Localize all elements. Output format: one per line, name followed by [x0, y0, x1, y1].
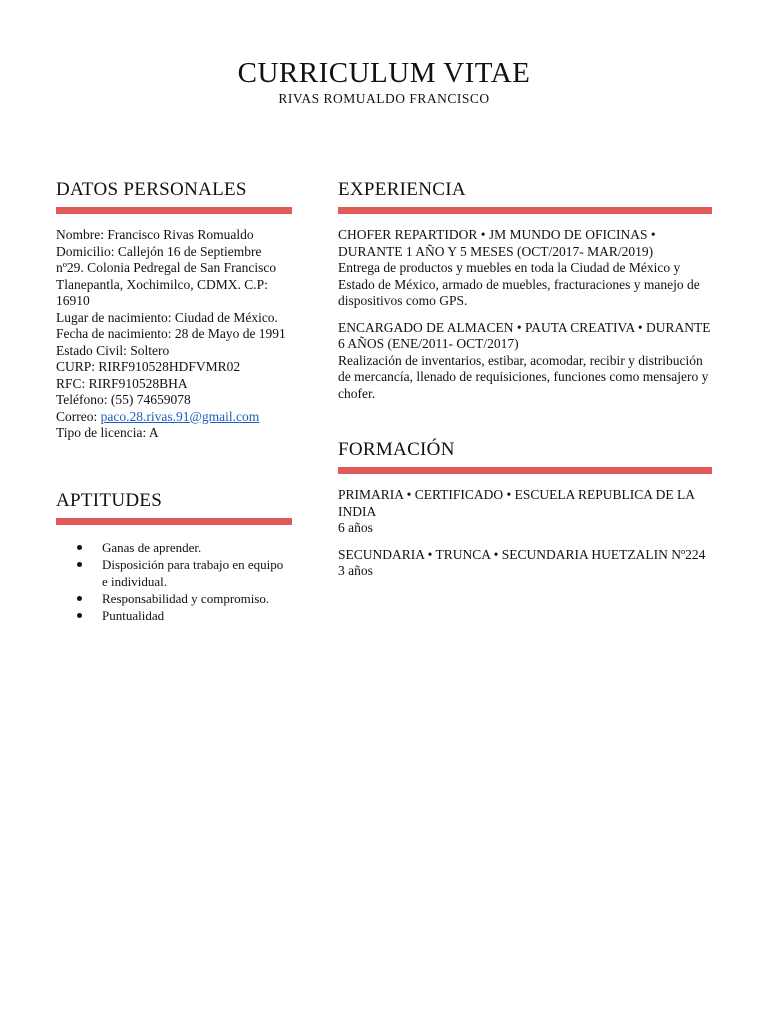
heading-underline-bar: [56, 207, 292, 214]
document-title: CURRICULUM VITAE: [237, 57, 531, 89]
job-description: Entrega de productos y muebles en toda la Ciudad de México y Estado de México, armado de muebles, fracturaciones y manejo de dispositivos como GPS.: [338, 260, 700, 308]
personal-line: Fecha de nacimiento: 28 de Mayo de 1991: [56, 326, 286, 341]
heading-underline-bar: [56, 518, 292, 525]
experience-list: [338, 227, 712, 402]
list-item: [56, 607, 292, 624]
job-description: Realización de inventarios, estibar, acomodar, recibir y distribución de mercancía, llenado de requisiciones, funciones como mensajero y chofer.: [338, 352, 709, 401]
education-list: [338, 487, 712, 580]
job-title: CHOFER REPARTIDOR • JM MUNDO DE OFICINAS • DURANTE 1 AÑO Y 5 MESES (OCT/2017- MAR/2019): [338, 227, 656, 259]
skill-text: Puntualidad: [102, 608, 165, 623]
heading-underline-bar: [338, 467, 712, 474]
personal-line: CURP: RIRF910528HDFVMR02: [56, 359, 241, 374]
education-title: PRIMARIA • CERTIFICADO • ESCUELA REPUBLICA DE LA INDIA: [338, 487, 695, 519]
bullet-icon: [77, 596, 82, 601]
section-aptitudes: [56, 489, 292, 624]
section-heading: DATOS PERSONALES: [56, 179, 247, 200]
section-heading: FORMACIÓN: [338, 439, 455, 460]
education-entry: [338, 547, 712, 580]
section-heading: APTITUDES: [56, 490, 163, 511]
experience-entry: [338, 320, 712, 403]
list-item: [56, 539, 292, 556]
email-link[interactable]: paco.28.rivas.91@gmail.com: [100, 408, 260, 424]
personal-line: Domicilio: Callejón 16 de Septiembre nº29. Colonia Pedregal de San Francisco Tlanepantla, Xochimilco, CDMX. C.P: 16910: [56, 243, 277, 308]
section-datos-personales: [56, 178, 292, 442]
email-line: [56, 409, 292, 426]
skill-text: Disposición para trabajo en equipo e individual.: [102, 557, 284, 589]
list-item: [56, 590, 292, 607]
personal-data: [56, 227, 292, 442]
candidate-name: RIVAS ROMUALDO FRANCISCO: [278, 91, 490, 106]
personal-line: Estado Civil: Soltero: [56, 342, 170, 358]
skills-list: [56, 539, 292, 624]
experience-entry: [338, 227, 712, 310]
bullet-icon: [77, 562, 82, 567]
list-item: [56, 556, 292, 590]
personal-line: Nombre: Francisco Rivas Romualdo: [56, 227, 254, 242]
bullet-icon: [77, 545, 82, 550]
section-experiencia: [338, 178, 712, 412]
personal-line: RFC: RIRF910528BHA: [56, 375, 188, 391]
personal-line: Lugar de nacimiento: Ciudad de México.: [56, 309, 278, 325]
education-duration: 3 años: [338, 563, 373, 578]
education-title: SECUNDARIA • TRUNCA • SECUNDARIA HUETZALIN Nº224: [338, 546, 706, 562]
education-entry: [338, 487, 712, 537]
bullet-icon: [77, 613, 82, 618]
document-header: [0, 56, 768, 108]
job-title: ENCARGADO DE ALMACEN • PAUTA CREATIVA • DURANTE 6 AÑOS (ENE/2011- OCT/2017): [338, 319, 711, 351]
heading-underline-bar: [338, 207, 712, 214]
email-label: Correo:: [56, 408, 101, 424]
personal-line: Teléfono: (55) 74659078: [56, 392, 191, 407]
education-duration: 6 años: [338, 520, 373, 535]
skill-text: Ganas de aprender.: [102, 540, 202, 555]
section-formacion: [338, 438, 712, 590]
license-line: Tipo de licencia: A: [56, 425, 159, 440]
section-heading: EXPERIENCIA: [338, 179, 466, 200]
skill-text: Responsabilidad y compromiso.: [102, 591, 270, 606]
